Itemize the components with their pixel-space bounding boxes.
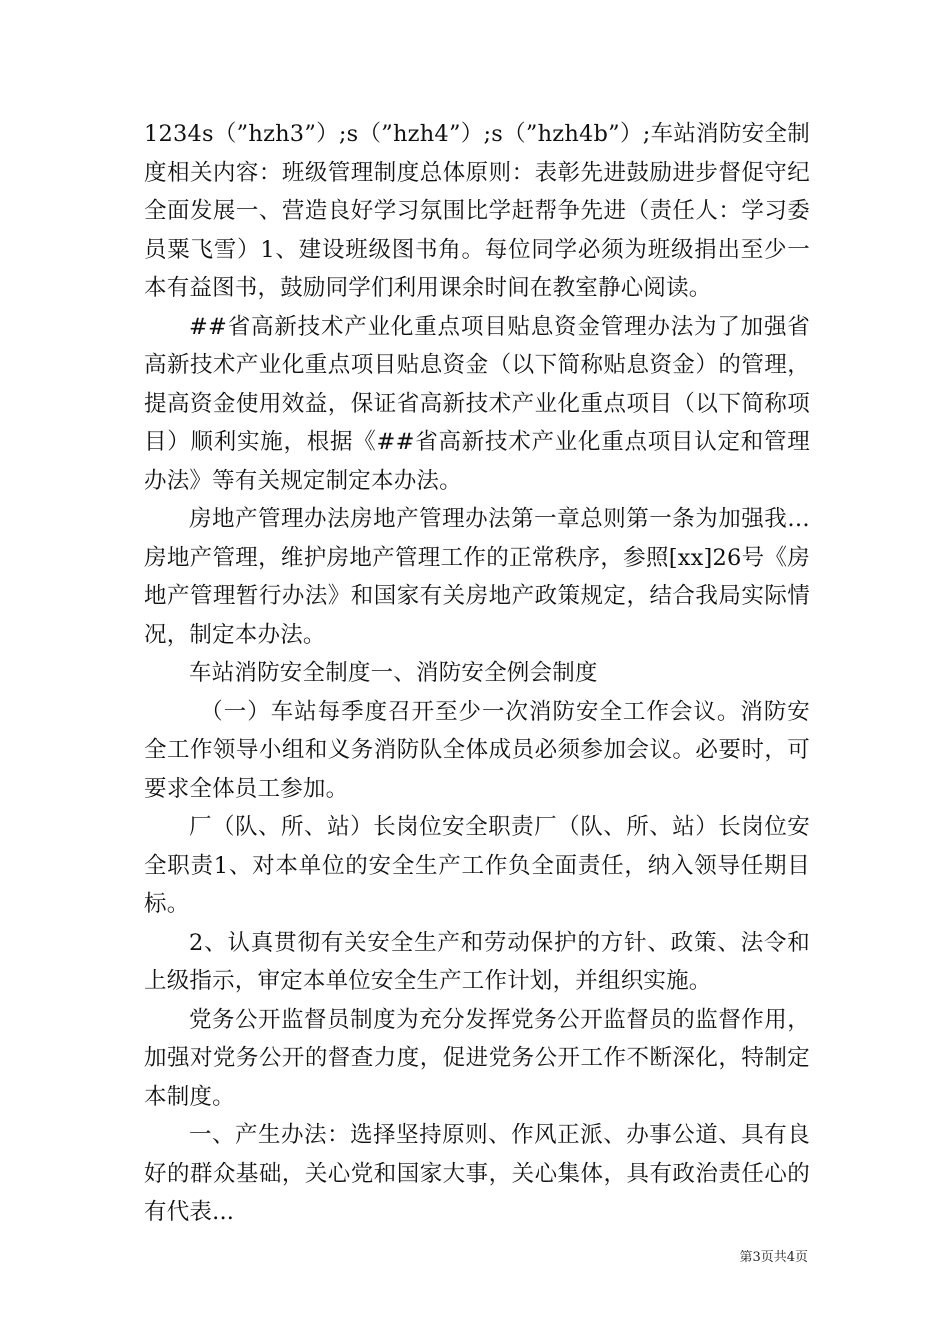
page-number-footer: 第3页共4页	[739, 1250, 808, 1265]
paragraph-2: ##省高新技术产业化重点项目贴息资金管理办法为了加强省高新技术产业化重点项目贴息资金（以下简称贴息资金）的管理，提高资金使用效益，保证省高新技术产业化重点项目（以下简称项目）顺利实施，根据《##省高新技术产业化重点项目认定和管理办法》等有关规定制定本办法。	[144, 313, 810, 494]
paragraph-5: （一）车站每季度召开至少一次消防安全工作会议。消防安全工作领导小组和义务消防队全体成员必须参加会议。必要时，可要求全体员工参加。	[144, 698, 810, 802]
paragraph-7: 2、认真贯彻有关安全生产和劳动保护的方针、政策、法令和上级指示，审定本单位安全生产工作计划，并组织实施。	[144, 929, 810, 994]
paragraph-1: 1234s（”hzh3”）;s（”hzh4”）;s（”hzh4b”）;车站消防安全制度相关内容：班级管理制度总体原则：表彰先进鼓励进步督促守纪全面发展一、营造良好学习氛围比学赶帮争先进（责任人：学习委员粟飞雪）1、建设班级图书角。每位同学必须为班级捐出至少一本有益图书，鼓励同学们利用课余时间在教室静心阅读。	[144, 121, 810, 301]
paragraph-4: 车站消防安全制度一、消防安全例会制度	[189, 660, 598, 686]
paragraph-9: 一、产生办法：选择坚持原则、作风正派、办事公道、具有良好的群众基础，关心党和国家大事，关心集体，具有政治责任心的有代表...	[144, 1122, 810, 1225]
paragraph-8: 党务公开监督员制度为充分发挥党务公开监督员的监督作用，加强对党务公开的督查力度，促进党务公开工作不断深化，特制定本制度。	[144, 1006, 810, 1110]
paragraph-3: 房地产管理办法房地产管理办法第一章总则第一条为加强我…房地产管理，维护房地产管理工作的正常秩序，参照[xx]26号《房地产管理暂行办法》和国家有关房地产政策规定，结合我局实际情况，制定本办法。	[144, 506, 810, 648]
paragraph-6: 厂（队、所、站）长岗位安全职责厂（队、所、站）长岗位安全职责1、对本单位的安全生产工作负全面责任，纳入领导任期目标。	[144, 814, 810, 917]
document-body	[144, 115, 810, 1232]
